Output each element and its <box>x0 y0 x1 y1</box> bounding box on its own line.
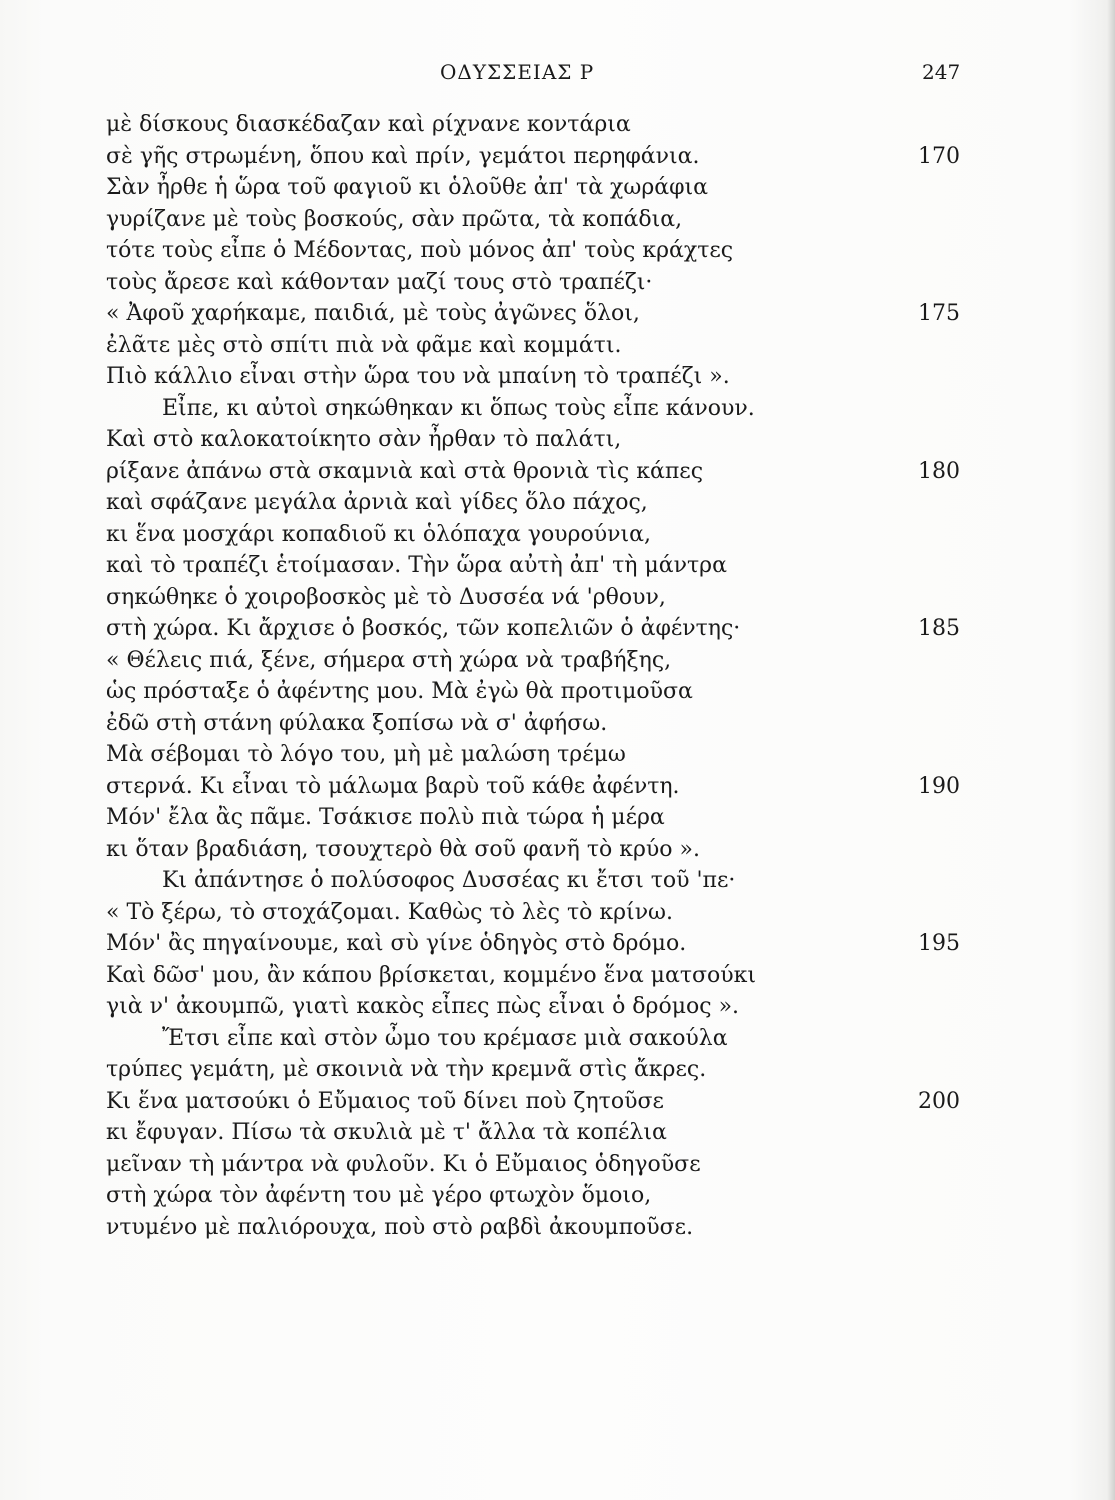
verse-line <box>106 897 976 929</box>
verse-text: καὶ σφάζανε μεγάλα ἀρνιὰ καὶ γίδες ὅλο πάχος, <box>106 490 648 515</box>
page-edge-shadow <box>1107 0 1115 1500</box>
verse-line <box>106 834 976 866</box>
verse-line <box>106 267 976 299</box>
verse-text: κι ἕνα μοσχάρι κοπαδιοῦ κι ὁλόπαχα γουρούνια, <box>106 521 651 547</box>
verse-text: Καὶ δῶσ' μου, ἂν κάπου βρίσκεται, κομμένο ἕνα ματσούκι <box>106 962 757 988</box>
verse-text: Κι ἀπάντησε ὁ πολύσοφος Δυσσέας κι ἔτσι τοῦ 'πε· <box>162 868 736 893</box>
verse-text: γιὰ ν' ἀκουμπῶ, γιατὶ κακὸς εἶπες πὼς εἶναι ὁ δρόμος ». <box>106 994 740 1019</box>
verse-line <box>106 991 976 1023</box>
verse-text: « Τὸ ξέρω, τὸ στοχάζομαι. Καθὼς τὸ λὲς τὸ κρίνω. <box>106 899 673 925</box>
verse-text: κι ἔφυγαν. Πίσω τὰ σκυλιὰ μὲ τ' ἄλλα τὰ κοπέλια <box>106 1120 667 1145</box>
verse-text: μεῖναν τὴ μάντρα νὰ φυλοῦν. Κι ὁ Εὔμαιος ὁδηγοῦσε <box>106 1151 701 1177</box>
verse-text: Ἔτσι εἶπε καὶ στὸν ὦμο του κρέμασε μιὰ σακούλα <box>162 1025 728 1051</box>
line-number: 175 <box>918 301 960 326</box>
verse-text: Πιὸ κάλλιο εἶναι στὴν ὥρα του νὰ μπαίνη τὸ τραπέζι ». <box>106 364 730 389</box>
verse-line <box>106 1212 976 1244</box>
verse-text: τρύπες γεμάτη, μὲ σκοινιὰ νὰ τὴν κρεμνᾶ στὶς ἄκρες. <box>106 1057 707 1082</box>
verse-text: ἐδῶ στὴ στάνη φύλακα ξοπίσω νὰ σ' ἀφήσω. <box>106 710 608 736</box>
line-number: 190 <box>918 773 960 799</box>
verse-text: καὶ τὸ τραπέζι ἑτοίμασαν. Τὴν ὥρα αὐτὴ ἀπ' τὴ μάντρα <box>106 553 727 578</box>
verse-text: σηκώθηκε ὁ χοιροβοσκὸς μὲ τὸ Δυσσέα νά 'ρθουν, <box>106 584 666 610</box>
verse-line <box>106 1149 976 1181</box>
verse-line <box>106 771 976 803</box>
verse-line <box>106 960 976 992</box>
verse-line <box>106 613 976 645</box>
verse-line <box>106 1023 976 1055</box>
verse-text: ὡς πρόσταξε ὁ ἀφέντης μου. Μὰ ἐγὼ θὰ προτιμοῦσα <box>106 679 693 704</box>
page-number: 247 <box>922 60 961 84</box>
verse-text: ἐλᾶτε μὲς στὸ σπίτι πιὰ νὰ φᾶμε καὶ κομμάτι. <box>106 332 622 358</box>
verse-line <box>106 456 976 488</box>
verse-line <box>106 519 976 551</box>
verse-text: « Θέλεις πιά, ξένε, σήμερα στὴ χώρα νὰ τραβήξης, <box>106 647 672 673</box>
verse-line <box>106 1054 976 1086</box>
verse-block <box>106 109 976 1243</box>
verse-line <box>106 645 976 677</box>
verse-text: « Ἀφοῦ χαρήκαμε, παιδιά, μὲ τοὺς ἀγῶνες ὅλοι, <box>106 301 640 326</box>
verse-line <box>106 865 976 897</box>
verse-text: στερνά. Κι εἶναι τὸ μάλωμα βαρὺ τοῦ κάθε ἀφέντη. <box>106 773 680 799</box>
verse-line <box>106 739 976 771</box>
verse-text: Εἶπε, κι αὐτοὶ σηκώθηκαν κι ὅπως τοὺς εἶπε κάνουν. <box>162 395 755 421</box>
verse-text: γυρίζανε μὲ τοὺς βοσκούς, σὰν πρῶτα, τὰ κοπάδια, <box>106 206 683 232</box>
line-number: 180 <box>918 458 960 484</box>
verse-text: σὲ γῆς στρωμένη, ὅπου καὶ πρίν, γεμάτοι περηφάνια. <box>106 143 700 169</box>
verse-text: Μόν' ἂς πηγαίνουμε, καὶ σὺ γίνε ὁδηγὸς στὸ δρόμο. <box>106 931 687 956</box>
verse-line <box>106 676 976 708</box>
verse-text: Μόν' ἔλα ἂς πᾶμε. Τσάκισε πολὺ πιὰ τώρα ἡ μέρα <box>106 805 665 830</box>
verse-text: ντυμένο μὲ παλιόρουχα, ποὺ στὸ ραβδὶ ἀκουμποῦσε. <box>106 1214 694 1240</box>
verse-line <box>106 424 976 456</box>
verse-line <box>106 708 976 740</box>
verse-text: Καὶ στὸ καλοκατοίκητο σὰν ἦρθαν τὸ παλάτι, <box>106 427 622 452</box>
verse-line <box>106 487 976 519</box>
line-number: 170 <box>918 143 960 169</box>
verse-text: Κι ἕνα ματσούκι ὁ Εὔμαιος τοῦ δίνει ποὺ ζητοῦσε <box>106 1088 664 1114</box>
verse-line <box>106 802 976 834</box>
verse-text: κι ὅταν βραδιάση, τσουχτερὸ θὰ σοῦ φανῆ τὸ κρύο ». <box>106 836 700 862</box>
verse-line <box>106 298 976 330</box>
verse-line <box>106 550 976 582</box>
line-number: 195 <box>918 931 960 956</box>
verse-text: στὴ χώρα τὸν ἀφέντη του μὲ γέρο φτωχὸν ὅμοιο, <box>106 1183 652 1208</box>
verse-line <box>106 582 976 614</box>
verse-text: τοὺς ἄρεσε καὶ κάθονταν μαζί τους στὸ τραπέζι· <box>106 269 653 295</box>
verse-line <box>106 172 976 204</box>
line-number: 185 <box>918 616 960 641</box>
verse-line <box>106 141 976 173</box>
verse-line <box>106 1117 976 1149</box>
verse-text: τότε τοὺς εἶπε ὁ Μέδοντας, ποὺ μόνος ἀπ' τοὺς κράχτες <box>106 238 734 263</box>
verse-line <box>106 393 976 425</box>
verse-line <box>106 109 976 141</box>
verse-text: ρίξανε ἀπάνω στὰ σκαμνιὰ καὶ στὰ θρονιὰ τὶς κάπες <box>106 458 704 484</box>
verse-line <box>106 928 976 960</box>
verse-line <box>106 204 976 236</box>
running-title: ΟΔΥΣΣΕΙΑΣ Ρ <box>440 60 595 84</box>
verse-text: μὲ δίσκους διασκέδαζαν καὶ ρίχνανε κοντάρια <box>106 112 631 137</box>
line-number: 200 <box>918 1088 960 1114</box>
verse-line <box>106 235 976 267</box>
verse-line <box>106 361 976 393</box>
verse-line <box>106 1086 976 1118</box>
verse-text: Σὰν ἦρθε ἡ ὥρα τοῦ φαγιοῦ κι ὁλοῦθε ἀπ' τὰ χωράφια <box>106 175 708 200</box>
verse-line <box>106 1180 976 1212</box>
verse-text: Μὰ σέβομαι τὸ λόγο του, μὴ μὲ μαλώση τρέμω <box>106 742 626 767</box>
verse-text: στὴ χώρα. Κι ἄρχισε ὁ βοσκός, τῶν κοπελιῶν ὁ ἀφέντης· <box>106 616 741 641</box>
verse-line <box>106 330 976 362</box>
